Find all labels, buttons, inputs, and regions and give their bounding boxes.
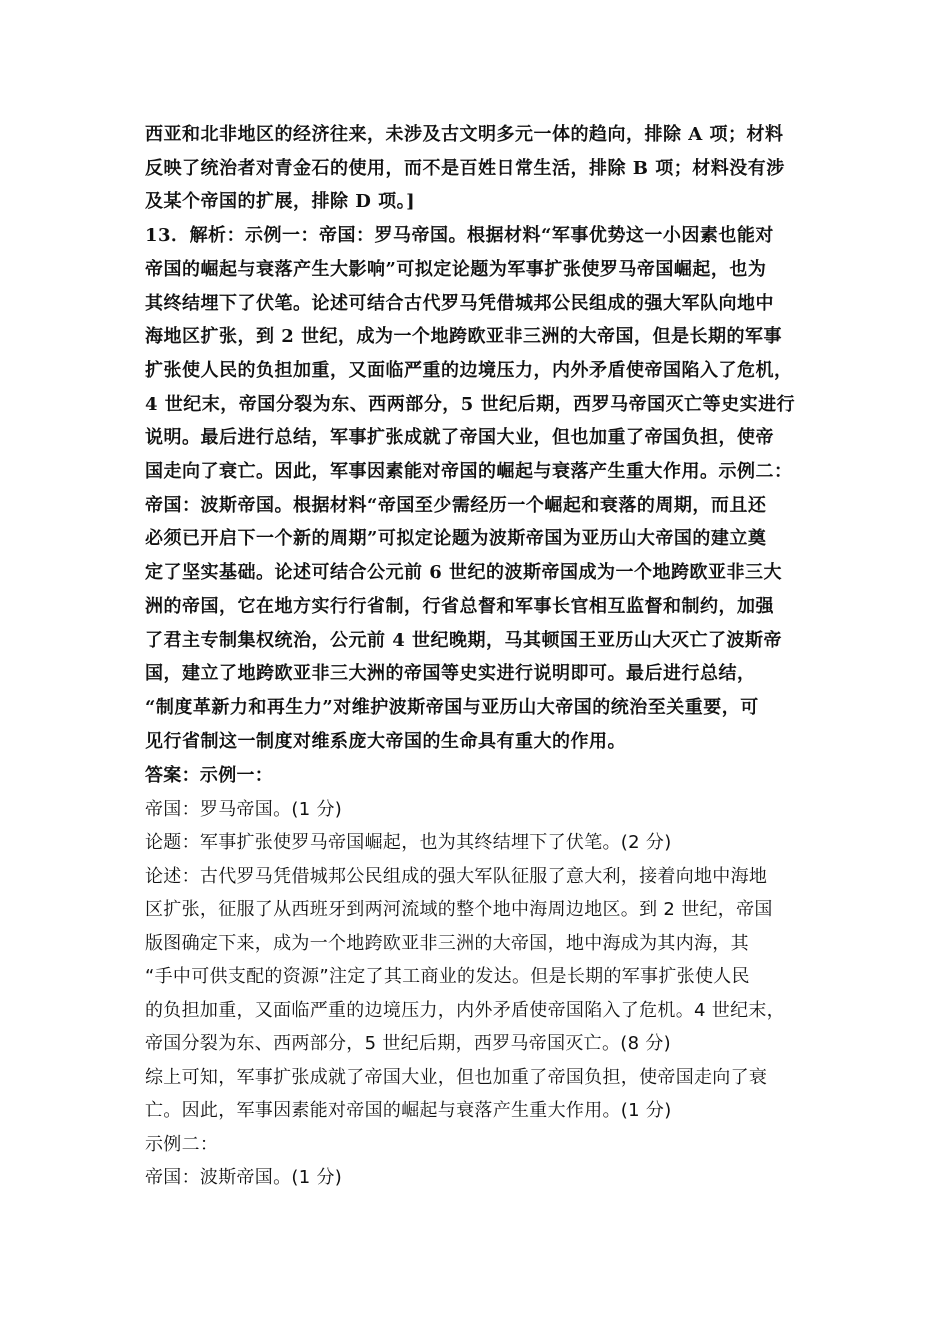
text-line: 反映了统治者对青金石的使用，而不是百姓日常生活，排除 B 项；材料没有涉 [145, 157, 785, 179]
previous-explanation [145, 118, 815, 219]
text-line: 亡。因此，军事因素能对帝国的崛起与衰落产生重大作用。(1 分) [145, 1100, 672, 1122]
text-line: 及某个帝国的扩展，排除 D 项。] [145, 191, 416, 213]
text-line: 了君主专制集权统治，公元前 4 世纪晚期，马其顿国王亚历山大灭亡了波斯帝 [145, 629, 783, 651]
question-13-analysis [145, 219, 815, 758]
text-line: 论题：军事扩张使罗马帝国崛起，也为其终结埋下了伏笔。(2 分) [145, 832, 672, 854]
text-line: 示例二： [145, 1133, 219, 1155]
text-line: 的负担加重，又面临严重的边境压力，内外矛盾使帝国陷入了危机。4 世纪末， [145, 999, 785, 1021]
text-line: 帝国：波斯帝国。根据材料“帝国至少需经历一个崛起和衰落的周期，而且还 [145, 494, 767, 516]
answer-first-line: ：示例一： [181, 765, 274, 787]
answer-label: 答案 [145, 765, 182, 787]
text-line: 帝国：波斯帝国。(1 分) [145, 1167, 343, 1189]
text-line: 版图确定下来，成为一个地跨欧亚非三洲的大帝国，地中海成为其内海，其 [145, 932, 749, 954]
text-line: 定了坚实基础。论述可结合公元前 6 世纪的波斯帝国成为一个地跨欧亚非三大 [145, 562, 783, 584]
text-line: 其终结埋下了伏笔。论述可结合古代罗马凭借城邦公民组成的强大军队向地中 [145, 292, 774, 314]
analysis-heading-line [145, 219, 815, 253]
text-line: 4 世纪末，帝国分裂为东、西两部分，5 世纪后期，西罗马帝国灭亡等史实进行 [145, 393, 796, 415]
text-line: 见行省制这一制度对维系庞大帝国的生命具有重大的作用。 [145, 730, 626, 752]
question-number: 13． [145, 225, 190, 247]
text-line: 区扩张，征服了从西班牙到两河流域的整个地中海周边地区。到 2 世纪，帝国 [145, 899, 773, 921]
document-page [145, 118, 815, 1195]
text-line: 帝国分裂为东、西两部分，5 世纪后期，西罗马帝国灭亡。(8 分) [145, 1033, 671, 1055]
answer-heading-line [145, 759, 815, 793]
analysis-label: 解析 [189, 225, 227, 247]
text-line: 帝国：罗马帝国。(1 分) [145, 798, 343, 820]
text-line: 说明。最后进行总结，军事扩张成就了帝国大业，但也加重了帝国负担，使帝 [145, 427, 774, 449]
text-line: 洲的帝国，它在地方实行行省制，行省总督和军事长官相互监督和制约，加强 [145, 595, 774, 617]
text-line: 西亚和北非地区的经济往来，未涉及古文明多元一体的趋向，排除 A 项；材料 [145, 124, 784, 145]
text-line: “手中可供支配的资源”注定了其工商业的发达。但是长期的军事扩张使人民 [145, 966, 750, 988]
text-line: 帝国的崛起与衰落产生大影响”可拟定论题为军事扩张使罗马帝国崛起，也为 [145, 258, 767, 280]
text-line: “制度革新力和再生力”对维护波斯帝国与亚历山大帝国的统治至关重要，可 [145, 696, 759, 718]
text-line: 扩张使人民的负担加重，又面临严重的边境压力，内外矛盾使帝国陷入了危机， [145, 359, 793, 381]
text-line: 论述：古代罗马凭借城邦公民组成的强大军队征服了意大利，接着向地中海地 [145, 865, 768, 887]
question-13-answer [145, 759, 815, 1195]
text-line: 综上可知，军事扩张成就了帝国大业，但也加重了帝国负担，使帝国走向了衰 [145, 1066, 768, 1088]
analysis-first-line: ：示例一：帝国：罗马帝国。根据材料“军事优势这一小因素也能对 [226, 225, 774, 247]
text-line: 海地区扩张，到 2 世纪，成为一个地跨欧亚非三洲的大帝国，但是长期的军事 [145, 326, 783, 348]
text-line: 必须已开启下一个新的周期”可拟定论题为波斯帝国为亚历山大帝国的建立奠 [145, 528, 767, 550]
text-line: 国走向了衰亡。因此，军事因素能对帝国的崛起与衰落产生重大作用。示例二： [145, 461, 793, 483]
text-line: 国，建立了地跨欧亚非三大洲的帝国等史实进行说明即可。最后进行总结， [145, 663, 756, 685]
